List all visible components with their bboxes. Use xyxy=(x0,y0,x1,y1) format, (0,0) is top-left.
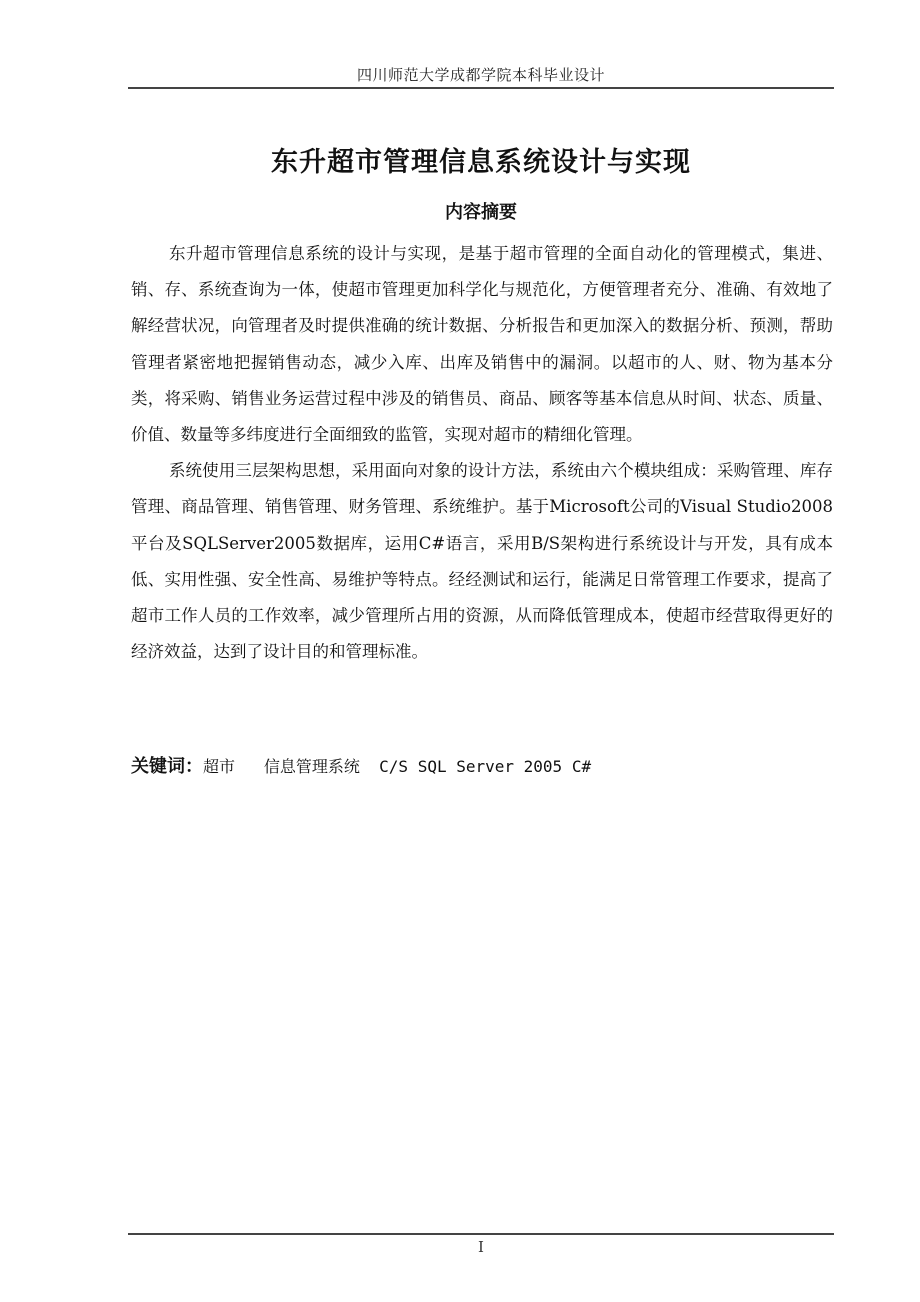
page-number: I xyxy=(478,1238,484,1256)
keywords-line xyxy=(131,752,833,778)
header-divider xyxy=(128,87,834,89)
running-header: 四川师范大学成都学院本科毕业设计 xyxy=(356,66,605,84)
footer-divider xyxy=(128,1233,834,1235)
keywords-value: 超市 信息管理系统 C/S SQL Server 2005 C# xyxy=(203,757,592,776)
abstract-paragraph-1: 东升超市管理信息系统的设计与实现，是基于超市管理的全面自动化的管理模式，集进、销、存、系统查询为一体，使超市管理更加科学化与规范化，方便管理者充分、准确、有效地了解经营状况，向管理者及时提供准确的统计数据、分析报告和更加深入的数据分析、预测，帮助管理者紧密地把握销售动态，减少入库、出库及销售中的漏洞。以超市的人、财、物为基本分类，将采购、销售业务运营过程中涉及的销售员、商品、顾客等基本信息从时间、状态、质量、价值、数量等多纬度进行全面细致的监管，实现对超市的精细化管理。 xyxy=(131,244,833,445)
abstract-body xyxy=(131,236,833,670)
abstract-paragraph-2: 系统使用三层架构思想，采用面向对象的设计方法，系统由六个模块组成：采购管理、库存管理、商品管理、销售管理、财务管理、系统维护。基于Microsoft公司的Visual Studio2008平台及SQLServer2005数据库，运用C#语言，采用B/S架构进行系统设计与开发，具有成本低、实用性强、安全性高、易维护等特点。经经测试和运行，能满足日常管理工作要求，提高了超市工作人员的工作效率，减少管理所占用的资源，从而降低管理成本，使超市经营取得更好的经济效益，达到了设计目的和管理标准。 xyxy=(131,461,833,662)
abstract-heading: 内容摘要 xyxy=(445,202,517,223)
keywords-label: 关键词： xyxy=(131,756,203,777)
document-title: 东升超市管理信息系统设计与实现 xyxy=(271,147,691,178)
